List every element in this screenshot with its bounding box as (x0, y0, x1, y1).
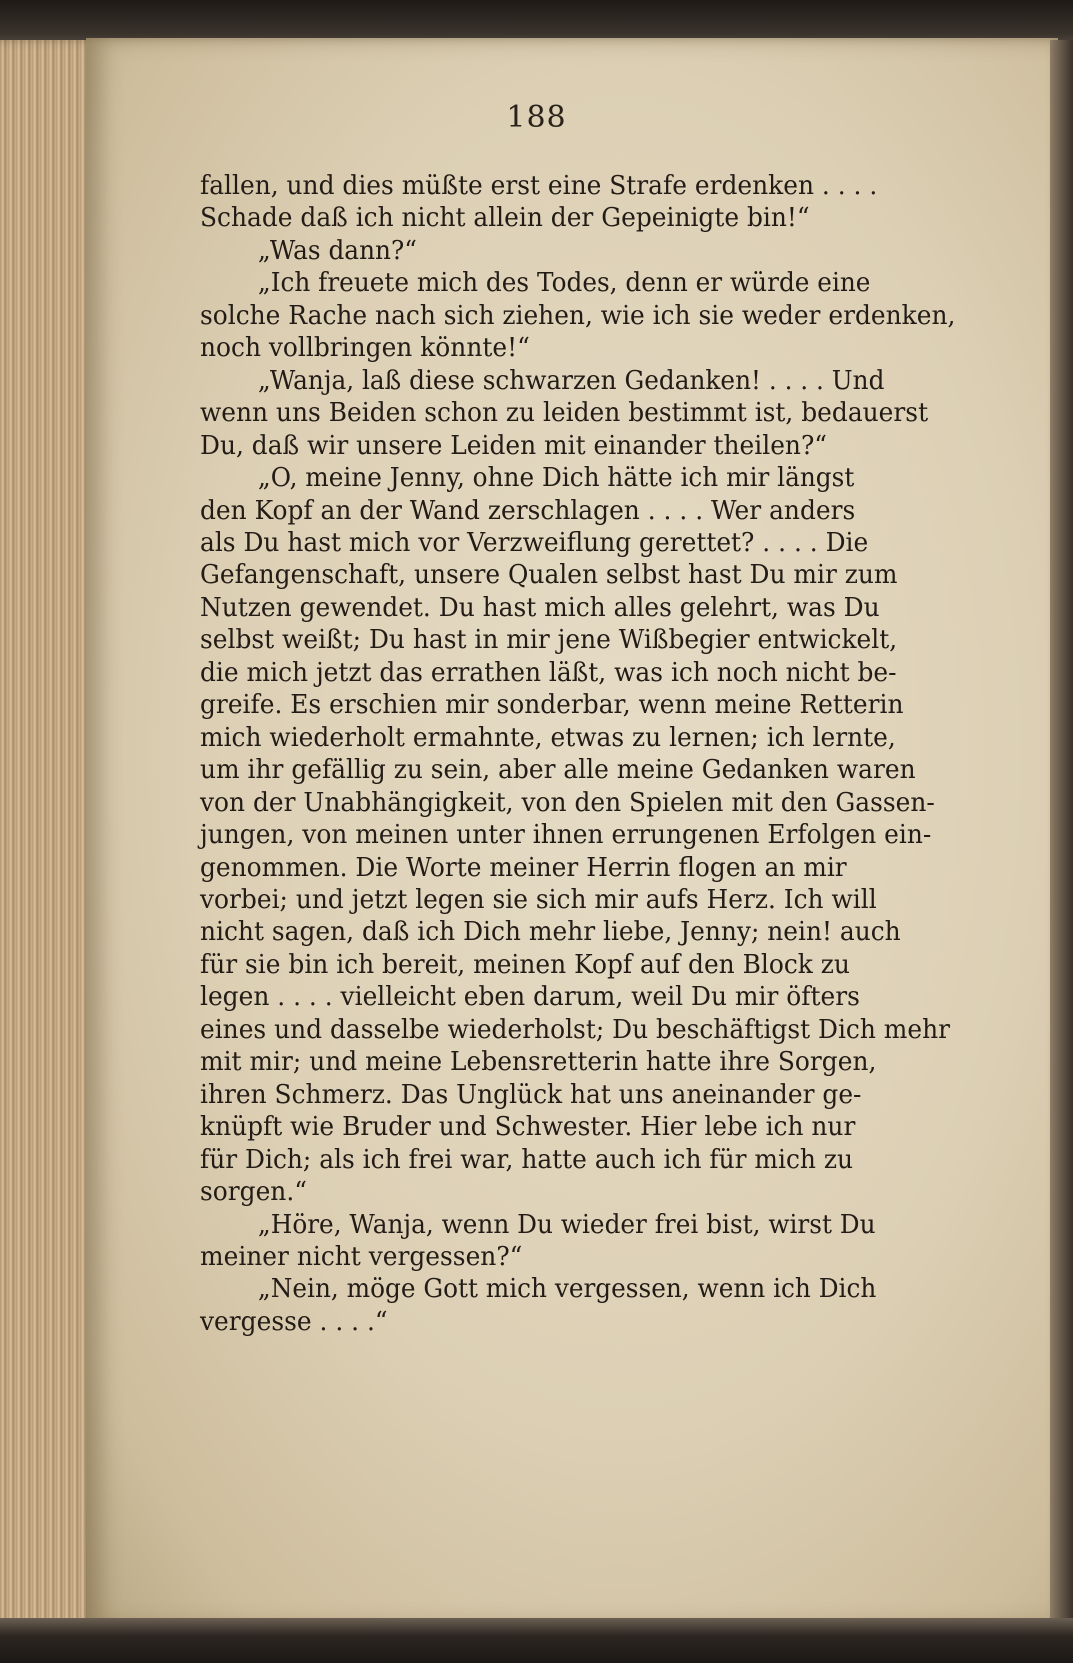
text-line: „Ich freuete mich des Todes, denn er würde eine (257, 267, 871, 299)
text-line: „Was dann?“ (257, 234, 417, 266)
text-line: sorgen.“ (200, 1176, 307, 1208)
text-line: solche Rache nach sich ziehen, wie ich sie weder erdenken, (200, 299, 956, 331)
text-line: fallen, und dies müßte erst eine Strafe erdenken . . . . (200, 170, 878, 201)
text-line: Nutzen gewendet. Du hast mich alles gelehrt, was Du (200, 591, 880, 623)
book-bottom-edge (0, 1618, 1073, 1663)
page-text (200, 170, 1020, 1338)
text-line: „O, meine Jenny, ohne Dich hätte ich mir längst (257, 462, 855, 494)
text-line: mich wiederholt ermahnte, etwas zu lernen; ich lernte, (200, 721, 896, 753)
text-line: greife. Es erschien mir sonderbar, wenn meine Retterin (200, 689, 904, 721)
text-line: Gefangenschaft, unsere Qualen selbst hast Du mir zum (200, 559, 898, 591)
page-stack-edge (0, 40, 100, 1630)
text-line: eines und dasselbe wiederholst; Du beschäftigst Dich mehr (200, 1013, 951, 1045)
text-line: ihren Schmerz. Das Unglück hat uns aneinander ge- (200, 1078, 862, 1110)
text-line: als Du hast mich vor Verzweiflung gerettet? . . . . Die (200, 526, 869, 558)
text-line: um ihr gefällig zu sein, aber alle meine Gedanken waren (200, 754, 916, 786)
text-line: den Kopf an der Wand zerschlagen . . . . Wer anders (200, 494, 856, 526)
text-line: selbst weißt; Du hast in mir jene Wißbegier entwickelt, (200, 624, 898, 656)
text-line: für Dich; als ich frei war, hatte auch ich für mich zu (200, 1143, 853, 1175)
text-line: genommen. Die Worte meiner Herrin flogen an mir (200, 851, 847, 883)
text-line: jungen, von meinen unter ihnen errungenen Erfolgen ein- (200, 819, 932, 851)
page-number: 188 (506, 100, 567, 135)
text-line: mit mir; und meine Lebensretterin hatte ihre Sorgen, (200, 1046, 877, 1078)
text-line: für sie bin ich bereit, meinen Kopf auf den Block zu (200, 948, 850, 980)
text-line: Du, daß wir unsere Leiden mit einander theilen?“ (200, 429, 828, 461)
text-line: legen . . . . vielleicht eben darum, weil Du mir öfters (200, 981, 860, 1013)
text-line: „Wanja, laß diese schwarzen Gedanken! . . . . Und (257, 364, 885, 396)
text-line: wenn uns Beiden schon zu leiden bestimmt ist, bedauerst (200, 397, 929, 429)
text-line: Schade daß ich nicht allein der Gepeinigte bin!“ (200, 202, 810, 234)
text-line: nicht sagen, daß ich Dich mehr liebe, Jenny; nein! auch (200, 916, 901, 948)
text-line: vergesse . . . .“ (200, 1305, 388, 1337)
text-line: vorbei; und jetzt legen sie sich mir aufs Herz. Ich will (200, 883, 877, 915)
text-line: die mich jetzt das errathen läßt, was ich noch nicht be- (200, 656, 897, 688)
text-line: knüpft wie Bruder und Schwester. Hier lebe ich nur (200, 1111, 856, 1143)
text-line: noch vollbringen könnte!“ (200, 332, 530, 364)
book-right-edge (1050, 40, 1073, 1625)
text-line: meiner nicht vergessen?“ (200, 1240, 523, 1272)
text-line: „Höre, Wanja, wenn Du wieder frei bist, wirst Du (257, 1208, 876, 1240)
text-line: von der Unabhängigkeit, von den Spielen mit den Gassen- (200, 786, 935, 818)
text-line: „Nein, möge Gott mich vergessen, wenn ich Dich (257, 1273, 877, 1305)
